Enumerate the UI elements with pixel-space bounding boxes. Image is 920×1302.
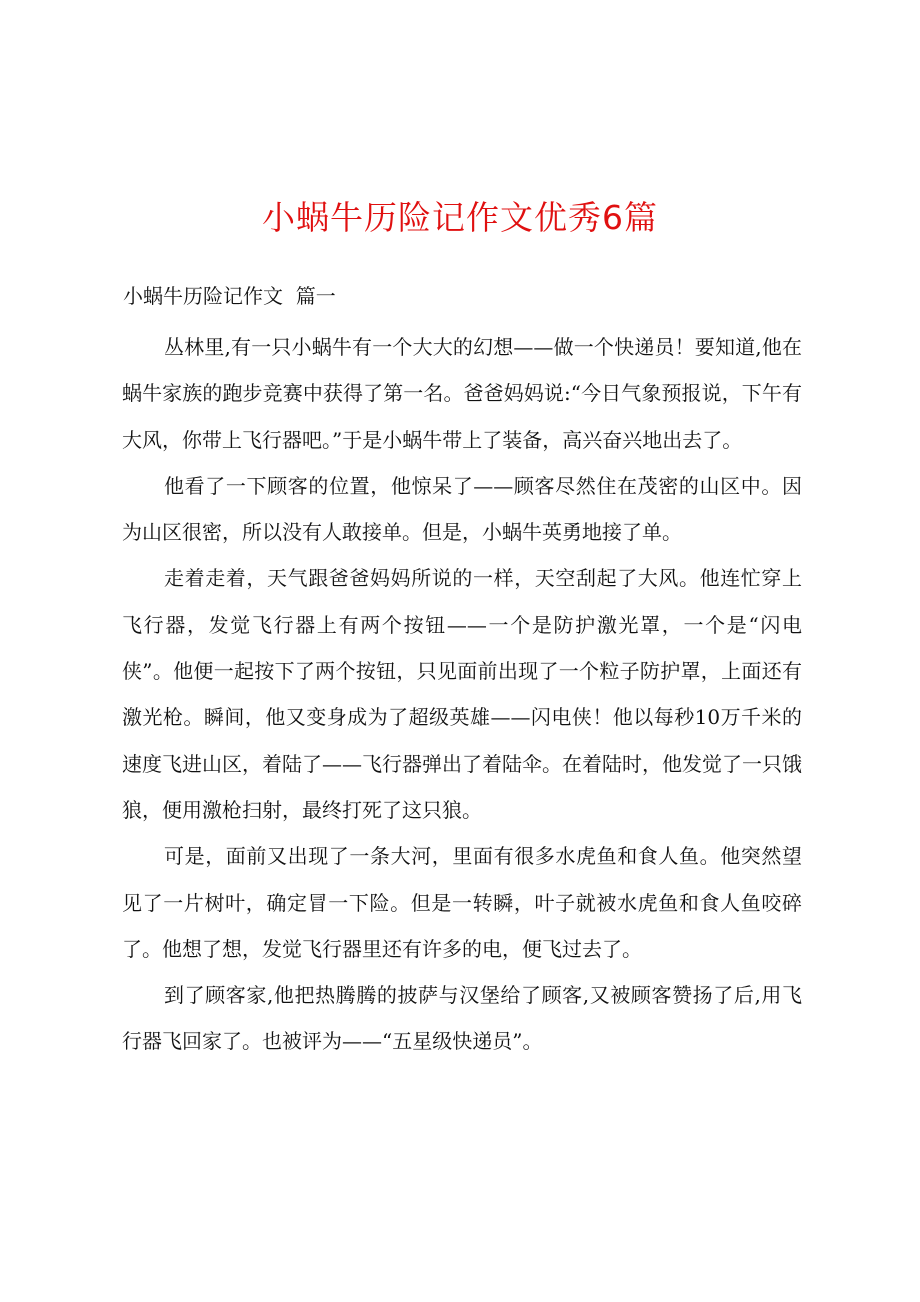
- paragraph-3: 走着走着，天气跟爸爸妈妈所说的一样，天空刮起了大风。他连忙穿上飞行器，发觉飞行器上有两个按钮——一个是防护激光罩，一个是“闪电侠”。他便一起按下了两个按钮，只见面前出现了一个粒子防护罩，上面还有激光枪。瞬间，他又变身成为了超级英雄——闪电侠！他以每秒10万千米的速度飞进山区，着陆了——飞行器弹出了着陆伞。在着陆时，他发觉了一只饿狼，便用激枪扫射，最终打死了这只狼。: [122, 566, 802, 822]
- document-title: 小蜗牛历险记作文优秀6篇: [262, 198, 658, 237]
- section-heading: 小蜗牛历险记作文 篇一: [123, 284, 336, 308]
- paragraph-4: 可是，面前又出现了一条大河，里面有很多水虎鱼和食人鱼。他突然望见了一片树叶，确定冒一下险。但是一转瞬，叶子就被水虎鱼和食人鱼咬碎了。他想了想，发觉飞行器里还有许多的电，便飞过去了。: [122, 844, 802, 961]
- paragraph-1: 丛林里,有一只小蜗牛有一个大大的幻想——做一个快递员！要知道,他在蜗牛家族的跑步竞赛中获得了第一名。爸爸妈妈说:“今日气象预报说，下午有大风，你带上飞行器吧。”于是小蜗牛带上了装备，高兴奋兴地出去了。: [122, 335, 802, 452]
- paragraph-2: 他看了一下顾客的位置，他惊呆了——顾客尽然住在茂密的山区中。因为山区很密，所以没有人敢接单。但是，小蜗牛英勇地接了单。: [122, 473, 802, 545]
- article-body: [122, 324, 802, 1065]
- paragraph-5: 到了顾客家,他把热腾腾的披萨与汉堡给了顾客,又被顾客赞扬了后,用飞行器飞回家了。也被评为——“五星级快递员”。: [122, 983, 802, 1054]
